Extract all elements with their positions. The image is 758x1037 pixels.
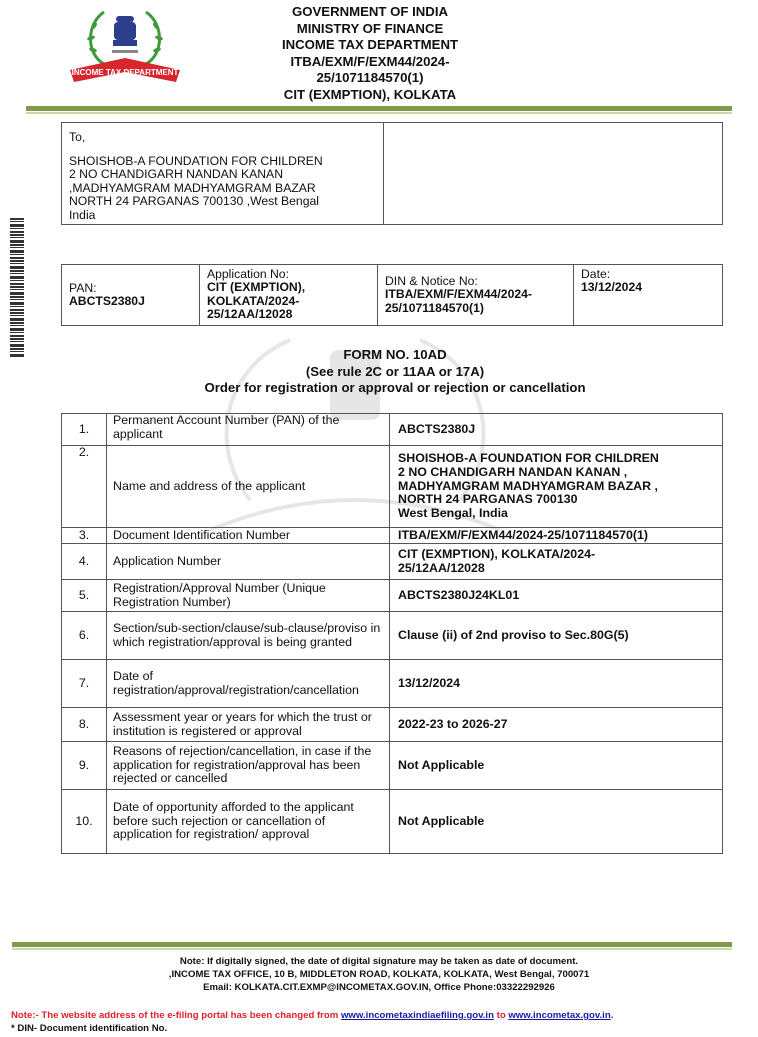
addressee-line: NORTH 24 PARGANAS 700130 ,West Bengal bbox=[69, 194, 319, 209]
barcode-bar bbox=[10, 348, 24, 350]
form-number: FORM NO. 10AD bbox=[343, 347, 447, 362]
header-rule-thin bbox=[26, 112, 732, 114]
date-cell bbox=[574, 265, 722, 325]
barcode-bar bbox=[10, 292, 24, 295]
barcode-bar bbox=[10, 315, 24, 316]
value-line: ABCTS2380J24KL01 bbox=[398, 587, 520, 602]
value-line: 2022-23 to 2026-27 bbox=[398, 716, 508, 731]
barcode-bar bbox=[10, 221, 24, 222]
pan-cell bbox=[62, 265, 200, 325]
addressee-blank-cell bbox=[384, 123, 722, 224]
barcode-bar bbox=[10, 299, 24, 300]
barcode-bar bbox=[10, 286, 24, 288]
portal-note-prefix: Note:- The website address of the e-filing portal has been changed from bbox=[11, 1010, 341, 1021]
barcode-bar bbox=[10, 266, 24, 269]
barcode-bar bbox=[10, 280, 24, 281]
row-number: 8. bbox=[62, 708, 107, 742]
addressee-block bbox=[62, 123, 384, 224]
table-row bbox=[62, 708, 723, 742]
value-line: 13/12/2024 bbox=[398, 675, 461, 690]
barcode-bar bbox=[10, 270, 24, 272]
barcode-bar bbox=[10, 234, 24, 236]
portal-note-suffix: . bbox=[610, 1010, 614, 1021]
application-no-value: 25/12AA/12028 bbox=[207, 307, 293, 322]
header-reference-1: ITBA/EXM/F/EXM44/2024- bbox=[290, 53, 450, 69]
row-field-value bbox=[390, 528, 723, 544]
value-line: 2 NO CHANDIGARH NANDAN KANAN , bbox=[398, 464, 628, 479]
addressee-line: ,MADHYAMGRAM MADHYAMGRAM BAZAR bbox=[69, 180, 316, 195]
addressee-line: 2 NO CHANDIGARH NANDAN KANAN bbox=[69, 167, 283, 182]
value-line: Clause (ii) of 2nd proviso to Sec.80G(5) bbox=[398, 627, 629, 642]
date-label: Date: bbox=[581, 267, 611, 281]
barcode-bar bbox=[10, 325, 24, 326]
row-field-value bbox=[390, 660, 723, 708]
row-field-value bbox=[390, 790, 723, 854]
footer-office-address: ,INCOME TAX OFFICE, 10 B, MIDDLETON ROAD, KOLKATA, KOLKATA, West Bengal, 700071 bbox=[168, 969, 590, 981]
old-portal-link[interactable]: www.incometaxindiaefiling.gov.in bbox=[340, 1010, 494, 1021]
portal-change-note bbox=[11, 1010, 613, 1021]
row-number: 3. bbox=[62, 528, 107, 544]
barcode-bar bbox=[10, 302, 24, 305]
barcode-bar bbox=[10, 322, 24, 324]
din-footnote: * DIN- Document identification No. bbox=[11, 1023, 168, 1034]
portal-note-mid: to bbox=[493, 1010, 509, 1021]
barcode bbox=[10, 218, 24, 358]
addressee-line: SHOISHOB-A FOUNDATION FOR CHILDREN bbox=[69, 153, 323, 168]
footer-contact: Email: KOLKATA.CIT.EXMP@INCOMETAX.GOV.IN, Office Phone:03322292926 bbox=[203, 982, 555, 994]
row-field-label: Permanent Account Number (PAN) of the applicant bbox=[107, 414, 390, 446]
value-line: ITBA/EXM/F/EXM44/2024-25/1071184570(1) bbox=[398, 527, 649, 542]
application-no-value: CIT (EXMPTION), bbox=[207, 280, 306, 295]
footer-rule-thin bbox=[12, 948, 732, 950]
row-number: 2. bbox=[62, 446, 107, 528]
barcode-bar bbox=[10, 263, 24, 264]
row-number: 10. bbox=[62, 790, 107, 854]
table-row bbox=[62, 742, 723, 790]
row-number: 6. bbox=[62, 612, 107, 660]
pan-value: ABCTS2380J bbox=[69, 294, 145, 308]
form-rule-reference: (See rule 2C or 11AA or 17A) bbox=[305, 363, 485, 379]
barcode-bar bbox=[10, 335, 24, 337]
barcode-bar bbox=[10, 318, 24, 321]
form-title-block bbox=[150, 347, 640, 397]
document-header bbox=[240, 4, 500, 104]
barcode-bar bbox=[10, 240, 24, 243]
barcode-bar bbox=[10, 309, 24, 311]
barcode-bar bbox=[10, 332, 24, 333]
logo-ribbon-text: INCOME TAX DEPARTMENT bbox=[71, 68, 179, 77]
row-field-label: Name and address of the applicant bbox=[107, 446, 390, 528]
row-field-value bbox=[390, 612, 723, 660]
row-field-label: Date of opportunity afforded to the applicant before such rejection or cancellation of application for registration/ approval bbox=[107, 790, 390, 854]
table-row bbox=[62, 544, 723, 580]
barcode-bar bbox=[10, 260, 24, 262]
barcode-bar bbox=[10, 338, 24, 340]
barcode-bar bbox=[10, 283, 24, 285]
barcode-bar bbox=[10, 250, 24, 253]
application-no-value: KOLKATA/2024- bbox=[207, 293, 300, 308]
barcode-bar bbox=[10, 354, 24, 357]
row-number: 7. bbox=[62, 660, 107, 708]
header-department: INCOME TAX DEPARTMENT bbox=[281, 37, 459, 53]
income-tax-department-logo bbox=[64, 6, 186, 88]
row-number: 4. bbox=[62, 544, 107, 580]
row-field-value bbox=[390, 446, 723, 528]
barcode-bar bbox=[10, 351, 24, 352]
order-details-table bbox=[61, 413, 723, 854]
barcode-bar bbox=[10, 289, 24, 290]
row-field-label: Section/sub-section/clause/sub-clause/proviso in which registration/approval is being granted bbox=[107, 612, 390, 660]
row-field-value bbox=[390, 544, 723, 580]
row-field-value bbox=[390, 414, 723, 446]
barcode-bar bbox=[10, 341, 24, 342]
addressee-line: India bbox=[69, 207, 96, 222]
reference-box bbox=[61, 264, 723, 326]
header-office: CIT (EXMPTION), KOLKATA bbox=[283, 86, 457, 102]
table-row bbox=[62, 612, 723, 660]
row-field-label: Date of registration/approval/registration/cancellation bbox=[107, 660, 390, 708]
national-emblem-icon bbox=[113, 16, 137, 46]
footer-rule bbox=[12, 942, 732, 947]
barcode-bar bbox=[10, 224, 24, 227]
application-no-cell bbox=[200, 265, 378, 325]
barcode-bar bbox=[10, 228, 24, 229]
din-cell bbox=[378, 265, 574, 325]
barcode-bar bbox=[10, 273, 24, 274]
table-row bbox=[62, 580, 723, 612]
table-row bbox=[62, 660, 723, 708]
value-line: Not Applicable bbox=[398, 757, 485, 772]
barcode-bar bbox=[10, 306, 24, 307]
row-field-label: Application Number bbox=[107, 544, 390, 580]
barcode-bar bbox=[10, 344, 24, 347]
new-portal-link[interactable]: www.incometax.gov.in bbox=[508, 1010, 611, 1021]
row-number: 1. bbox=[62, 414, 107, 446]
barcode-bar bbox=[10, 312, 24, 314]
header-reference-2: 25/1071184570(1) bbox=[316, 70, 424, 86]
row-field-label: Assessment year or years for which the trust or institution is registered or approval bbox=[107, 708, 390, 742]
din-value: ITBA/EXM/F/EXM44/2024- bbox=[385, 287, 532, 302]
table-row bbox=[62, 414, 723, 446]
row-field-value bbox=[390, 742, 723, 790]
row-number: 5. bbox=[62, 580, 107, 612]
addressee-to-label: To, bbox=[69, 130, 86, 144]
barcode-bar bbox=[10, 296, 24, 298]
value-line: Not Applicable bbox=[398, 813, 485, 828]
footer-office-info bbox=[0, 955, 758, 995]
barcode-bar bbox=[10, 237, 24, 238]
header-ministry: MINISTRY OF FINANCE bbox=[296, 20, 444, 36]
header-rule bbox=[26, 106, 732, 111]
pan-label: PAN: bbox=[69, 280, 97, 295]
date-value: 13/12/2024 bbox=[581, 280, 642, 295]
din-value: 25/1071184570(1) bbox=[385, 300, 484, 315]
barcode-bar bbox=[10, 218, 24, 220]
din-label: DIN & Notice No: bbox=[385, 273, 478, 288]
value-line: CIT (EXMPTION), KOLKATA/2024- bbox=[398, 546, 596, 561]
addressee-box bbox=[61, 122, 723, 225]
barcode-bar bbox=[10, 231, 24, 233]
value-line: NORTH 24 PARGANAS 700130 bbox=[398, 492, 578, 507]
barcode-bar bbox=[10, 328, 24, 331]
table-row bbox=[62, 790, 723, 854]
value-line: MADHYAMGRAM MADHYAMGRAM BAZAR , bbox=[398, 478, 658, 493]
form-heading: Order for registration or approval or rejection or cancellation bbox=[204, 380, 586, 395]
barcode-bar bbox=[10, 254, 24, 255]
barcode-bar bbox=[10, 244, 24, 246]
footer-digital-signature-note: Note: If digitally signed, the date of digital signature may be taken as date of document. bbox=[179, 956, 579, 967]
row-field-label: Registration/Approval Number (Unique Registration Number) bbox=[107, 580, 390, 612]
barcode-bar bbox=[10, 247, 24, 248]
value-line: ABCTS2380J bbox=[398, 421, 476, 436]
row-field-value bbox=[390, 708, 723, 742]
barcode-bar bbox=[10, 276, 24, 279]
row-field-label: Document Identification Number bbox=[107, 528, 390, 544]
row-field-value bbox=[390, 580, 723, 612]
table-row bbox=[62, 446, 723, 528]
value-line: 25/12AA/12028 bbox=[398, 560, 485, 575]
table-row bbox=[62, 528, 723, 544]
row-field-label: Reasons of rejection/cancellation, in case if the application for registration/approval has been rejected or cancelled bbox=[107, 742, 390, 790]
value-line: West Bengal, India bbox=[398, 506, 508, 521]
application-no-label: Application No: bbox=[207, 267, 289, 281]
row-number: 9. bbox=[62, 742, 107, 790]
value-line: SHOISHOB-A FOUNDATION FOR CHILDREN bbox=[398, 451, 659, 465]
header-government: GOVERNMENT OF INDIA bbox=[291, 4, 449, 19]
barcode-bar bbox=[10, 257, 24, 259]
